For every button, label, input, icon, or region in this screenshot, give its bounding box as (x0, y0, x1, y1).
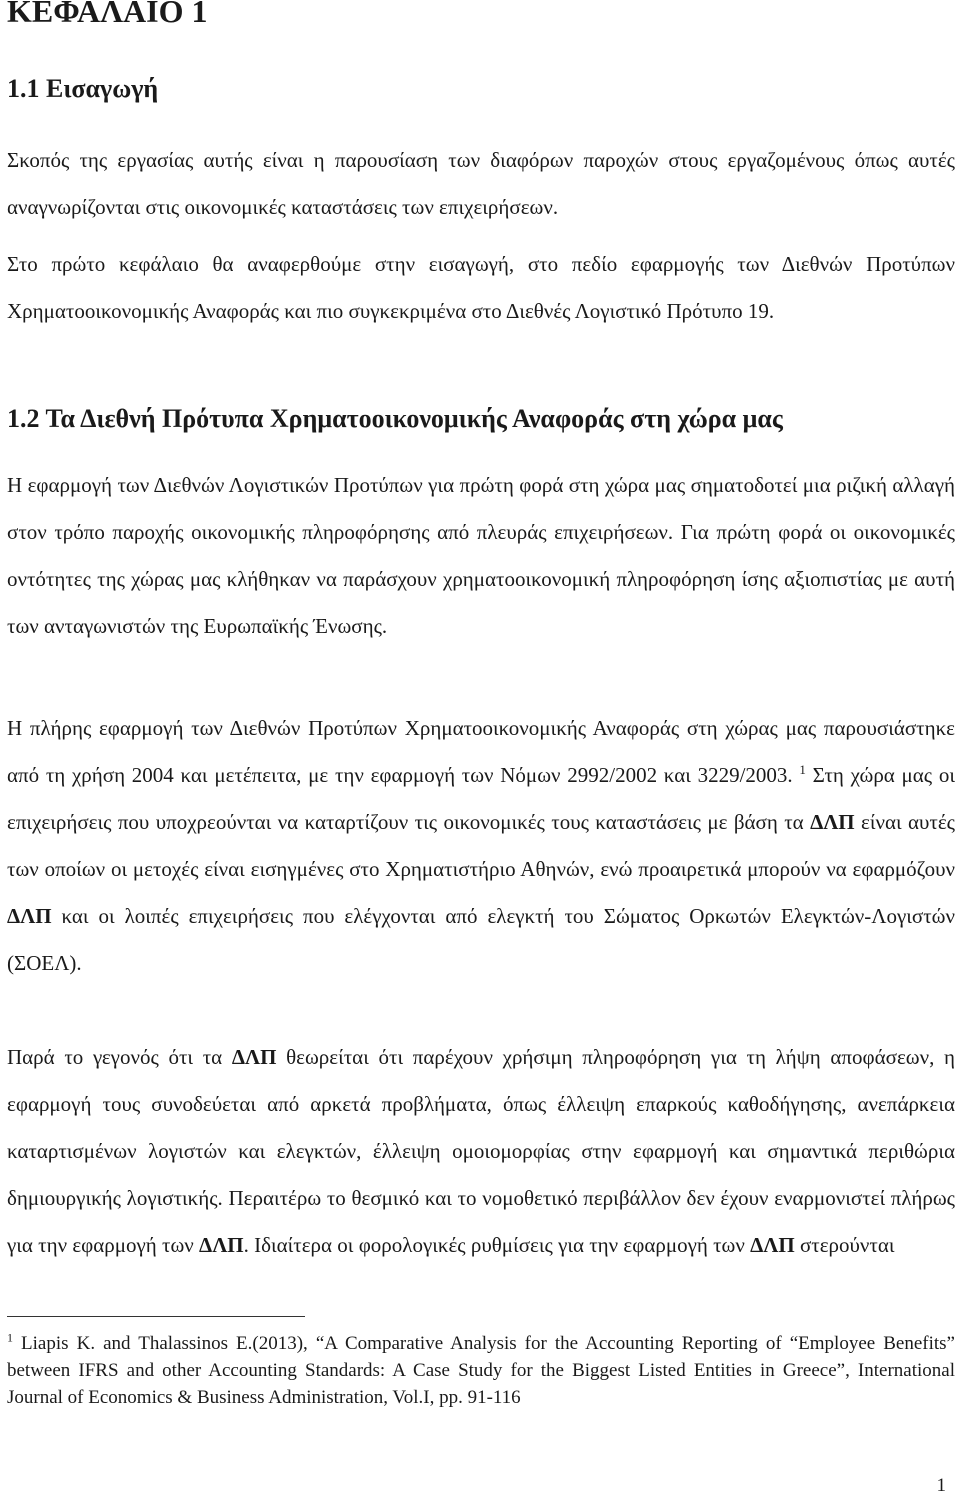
paragraph-purpose: Σκοπός της εργασίας αυτής είναι η παρουσίαση των διαφόρων παροχών στους εργαζομένους όπως αυτές αναγνωρίζονται στις οικονομικές καταστάσεις των επιχειρήσεων. (7, 148, 955, 219)
paragraph-text: . Ιδιαίτερα οι φορολογικές ρυθμίσεις για την εφαρμογή των (243, 1233, 751, 1257)
footnote-separator (7, 1316, 305, 1317)
paragraph-text: είναι αυτές των οποίων οι μετοχές είναι εισηγμένες στο Χρηματιστήριο Αθηνών, ενώ προαιρετικά μπορούν να εφαρμόζουν (7, 810, 955, 881)
page-number: 1 (936, 1475, 946, 1496)
paragraph-text: Παρά το γεγονός ότι τα (7, 1045, 232, 1069)
abbreviation-ias: ΔΛΠ (199, 1233, 244, 1257)
chapter-title: ΚΕΦΑΛΑΙΟ 1 (7, 0, 208, 29)
abbreviation-ias: ΔΛΠ (231, 1045, 277, 1069)
footnote (7, 1330, 955, 1411)
section-heading-introduction: 1.1 Εισαγωγή (7, 74, 159, 103)
paragraph-first-application: Η εφαρμογή των Διεθνών Λογιστικών Προτύπων για πρώτη φορά στη χώρα μας σηματοδοτεί μια ριζική αλλαγή στον τρόπο παροχής οικονομικής πληροφόρησης από πλευράς επιχειρήσεων. Για πρώτη φορά οι οικονομικές οντότητες της χώρας μας κλήθηκαν να παράσχουν χρηματοοικονομική πληροφόρηση ίσης αξιοπιστίας με αυτή των ανταγωνιστών της Ευρωπαϊκής Ένωσης. (7, 473, 955, 638)
section-heading-ifrs-in-greece: 1.2 Τα Διεθνή Πρότυπα Χρηματοοικονομικής Αναφοράς στη χώρα μας (7, 404, 783, 433)
paragraph-text: θεωρείται ότι παρέχουν χρήσιμη πληροφόρηση για τη λήψη αποφάσεων, η εφαρμογή τους συνοδεύεται από αρκετά προβλήματα, όπως έλλειψη επαρκούς καθοδήγησης, ανεπάρκεια καταρτισμένων λογιστών και ελεγκτών, έλλειψη ομοιομορφίας στην εφαρμογή και σημαντικά περιθώρια δημιουργικής λογιστικής. Περαιτέρω το θεσμικό και το νομοθετικό περιβάλλον δεν έχουν εναρμονιστεί πλήρως για την εφαρμογή των (7, 1045, 956, 1257)
abbreviation-ias: ΔΛΠ (810, 810, 855, 834)
paragraph-text: στερούνται (794, 1233, 895, 1257)
abbreviation-ias: ΔΛΠ (7, 904, 52, 928)
paragraph-problems (7, 1034, 955, 1269)
footnote-number: 1 (7, 1330, 13, 1345)
paragraph-full-application (7, 705, 955, 987)
footnote-text: Liapis K. and Thalassinos E.(2013), “A Comparative Analysis for the Accounting Reporting of “Employee Benefits” between IFRS and other Accounting Standards: A Case Study for the Biggest Listed Entities in Greece”, International Journal of Economics & Business Administration, Vol.I, pp. 91-116 (7, 1333, 955, 1408)
paragraph-text: Η πλήρης εφαρμογή των Διεθνών Προτύπων Χρηματοοικονομικής Αναφοράς στη χώρας μας παρουσιάστηκε από τη χρήση 2004 και μετέπειτα, με την εφαρμογή των Νόμων 2992/2002 και 3229/2003. (7, 716, 955, 787)
footnote-reference[interactable]: 1 (799, 762, 806, 777)
paragraph-chapter-overview: Στο πρώτο κεφάλαιο θα αναφερθούμε στην εισαγωγή, στο πεδίο εφαρμογής των Διεθνών Προτύπων Χρηματοοικονομικής Αναφοράς και πιο συγκεκριμένα στο Διεθνές Λογιστικό Πρότυπο 19. (7, 252, 955, 323)
paragraph-text: Στη χώρα μας οι επιχειρήσεις που υποχρεούνται να καταρτίζουν τις οικονομικές τους καταστάσεις με βάση τα (7, 763, 955, 834)
paragraph-text: και οι λοιπές επιχειρήσεις που ελέγχονται από ελεγκτή του Σώματος Ορκωτών Ελεγκτών-Λογιστών (ΣΟΕΛ). (7, 904, 955, 975)
abbreviation-ias: ΔΛΠ (750, 1233, 795, 1257)
